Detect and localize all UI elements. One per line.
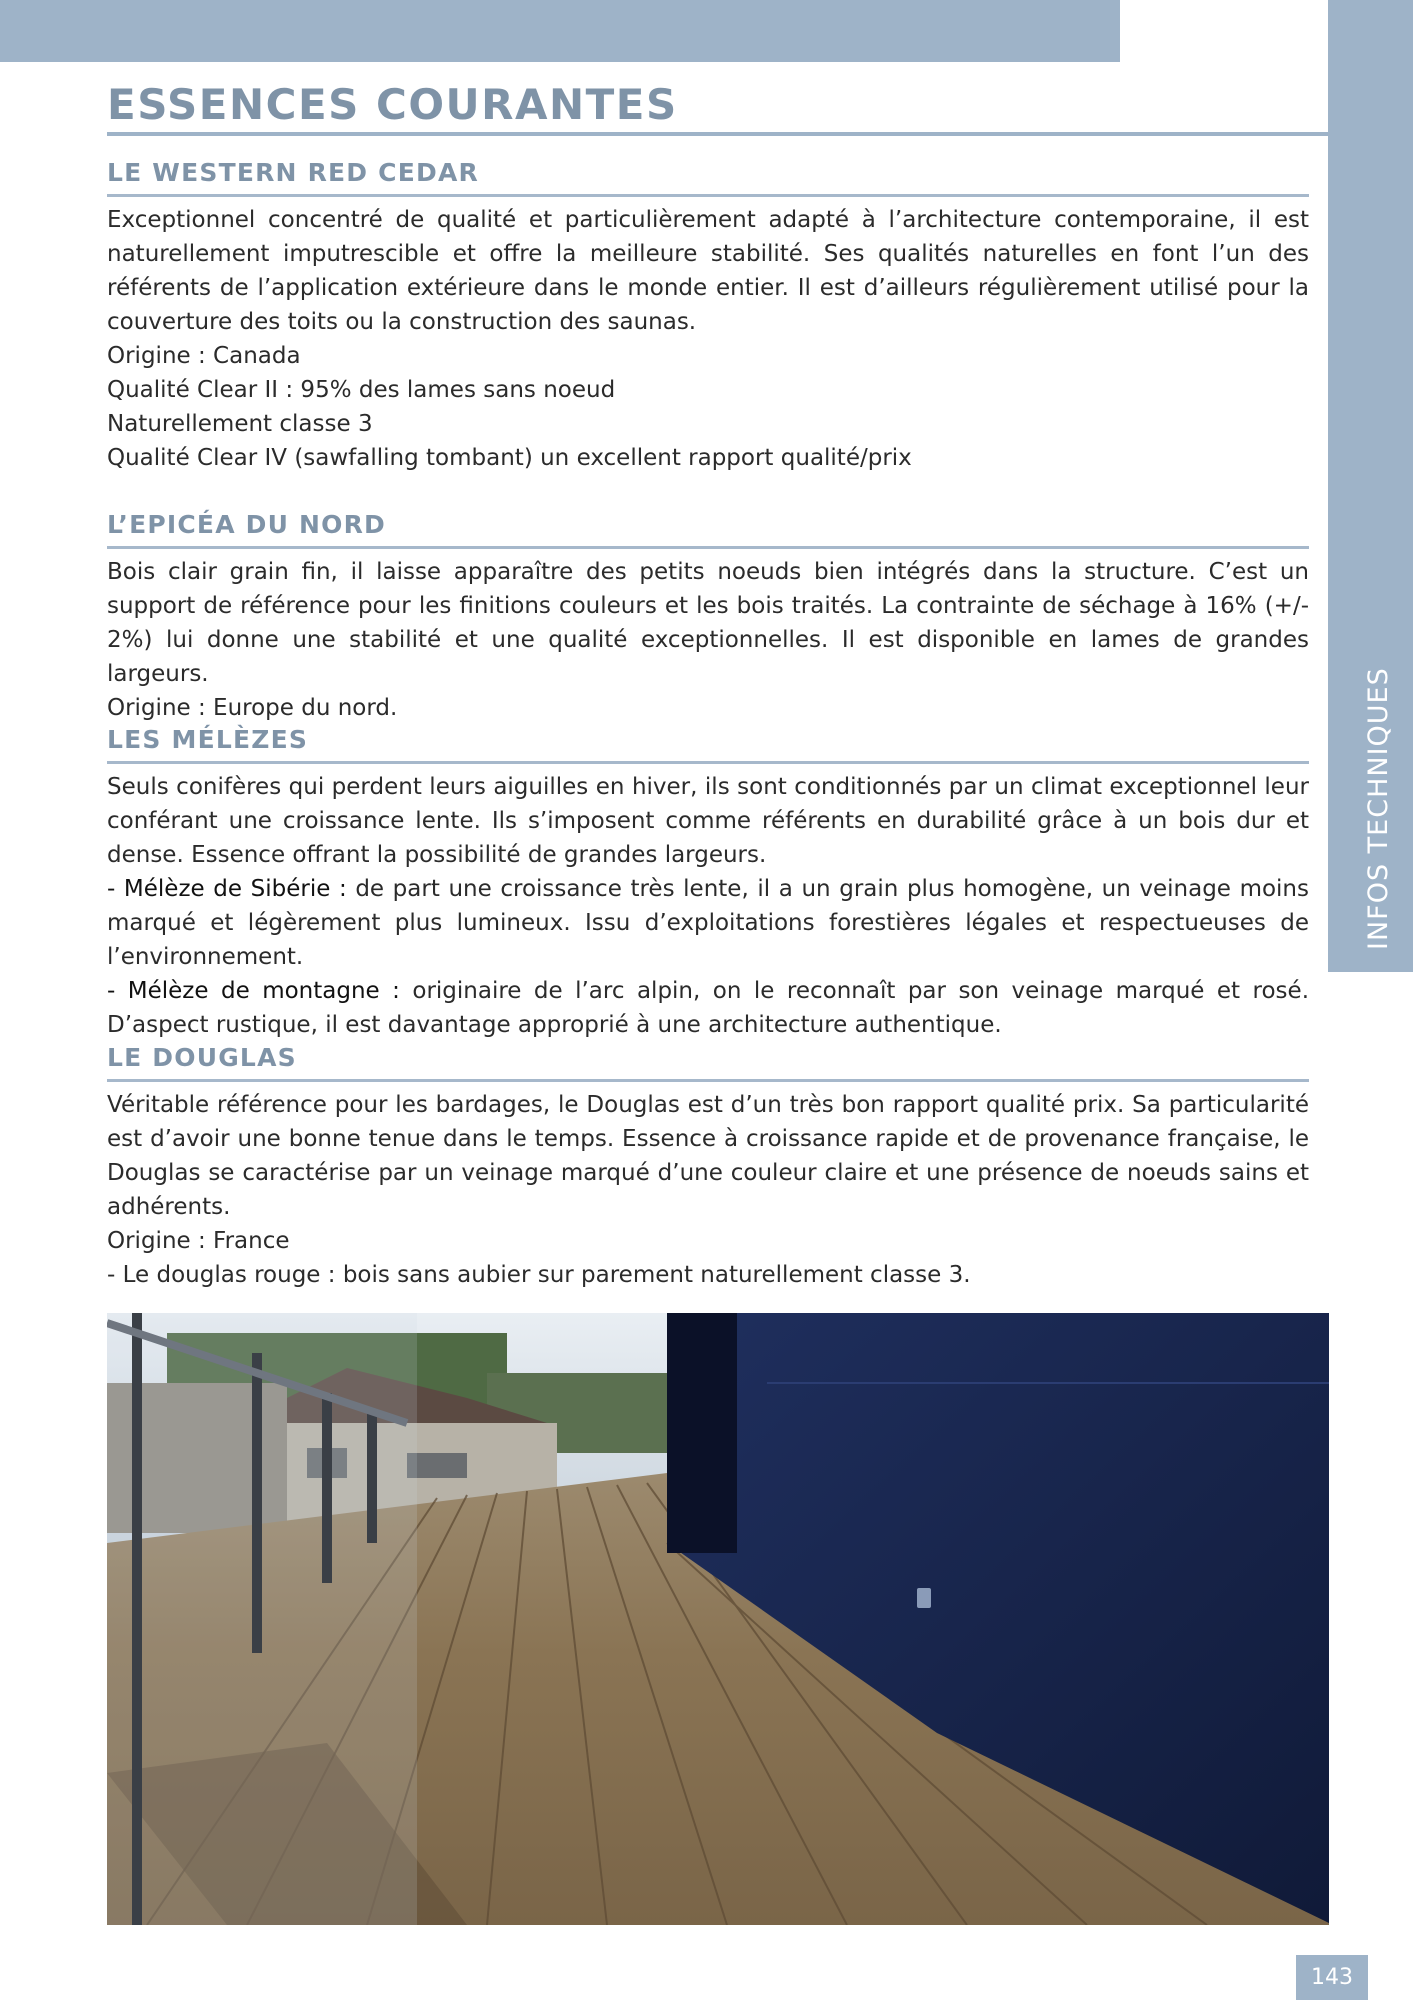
section-epicea-du-nord: [107, 508, 1309, 725]
douglas-origin: Origine : France: [107, 1228, 290, 1254]
meleze-montagne-item: [107, 974, 1309, 1042]
douglas-rouge: - Le douglas rouge : bois sans aubier sur parement naturellement classe 3.: [107, 1262, 971, 1288]
section-les-melezes: [107, 723, 1309, 1042]
top-color-band: [0, 0, 1120, 62]
page-title: ESSENCES COURANTES: [107, 80, 678, 129]
section-western-red-cedar: [107, 156, 1309, 475]
section-heading-melezes: LES MÉLÈZES: [107, 723, 1309, 764]
meleze-siberie-text: de part une croissance très lente, il a un grain plus homogène, un veinage moins marqué et légèrement plus lumineux. Issu d’exploitations forestières légales et respectueuses de l’environnement.: [107, 876, 1309, 970]
page-number: 143: [1296, 1955, 1368, 2000]
meleze-montagne-text: originaire de l’arc alpin, on le reconnaît par son veinage marqué et rosé. D’aspect rustique, il est davantage approprié à une architecture authentique.: [107, 978, 1310, 1038]
epicea-origin: Origine : Europe du nord.: [107, 695, 398, 721]
section-heading-cedar: LE WESTERN RED CEDAR: [107, 156, 1309, 197]
section-le-douglas: [107, 1041, 1309, 1292]
section-text-douglas: Véritable référence pour les bardages, le Douglas est d’un très bon rapport qualité prix. Sa particularité est d’avoir une bonne tenue dans le temps. Essence à croissance rapide et de provenance française, le Douglas se caractérise par un veinage marqué d’une couleur claire et une présence de noeuds sains et adhérents.: [107, 1092, 1309, 1220]
title-rule: [107, 132, 1329, 136]
meleze-montagne-lead: - Mélèze de montagne :: [107, 978, 400, 1004]
meleze-siberie-lead: - Mélèze de Sibérie :: [107, 876, 347, 902]
section-text-melezes: Seuls conifères qui perdent leurs aiguilles en hiver, ils sont conditionnés par un climat exceptionnel leur conférant une croissance lente. Ils s’imposent comme référents en durabilité grâce à un bois dur et dense. Essence offrant la possibilité de grandes largeurs.: [107, 774, 1309, 868]
terrace-photo-illustration: [107, 1313, 1329, 1925]
cedar-quality-clear-2: Qualité Clear II : 95% des lames sans noeud: [107, 377, 616, 403]
section-heading-epicea: L’EPICÉA DU NORD: [107, 508, 1309, 549]
meleze-siberie-item: [107, 872, 1309, 974]
cedar-quality-clear-4: Qualité Clear IV (sawfalling tombant) un excellent rapport qualité/prix: [107, 445, 912, 471]
cedar-origin: Origine : Canada: [107, 343, 301, 369]
section-text-cedar: Exceptionnel concentré de qualité et particulièrement adapté à l’architecture contemporaine, il est naturellement imputrescible et offre la meilleure stabilité. Ses qualités naturelles en font l’un des référents de l’application extérieure dans le monde entier. Il est d’ailleurs régulièrement utilisé pour la couverture des toits ou la construction des saunas.: [107, 207, 1309, 335]
cedar-class: Naturellement classe 3: [107, 411, 373, 437]
section-heading-douglas: LE DOUGLAS: [107, 1041, 1309, 1082]
side-tab-label: INFOS TECHNIQUES: [1363, 667, 1394, 950]
section-text-epicea: Bois clair grain fin, il laisse apparaître des petits noeuds bien intégrés dans la structure. C’est un support de référence pour les finitions couleurs et les bois traités. La contrainte de séchage à 16% (+/- 2%) lui donne une stabilité et une qualité exceptionnelles. Il est disponible en lames de grandes largeurs.: [107, 559, 1309, 687]
terrace-photo: [107, 1313, 1329, 1925]
